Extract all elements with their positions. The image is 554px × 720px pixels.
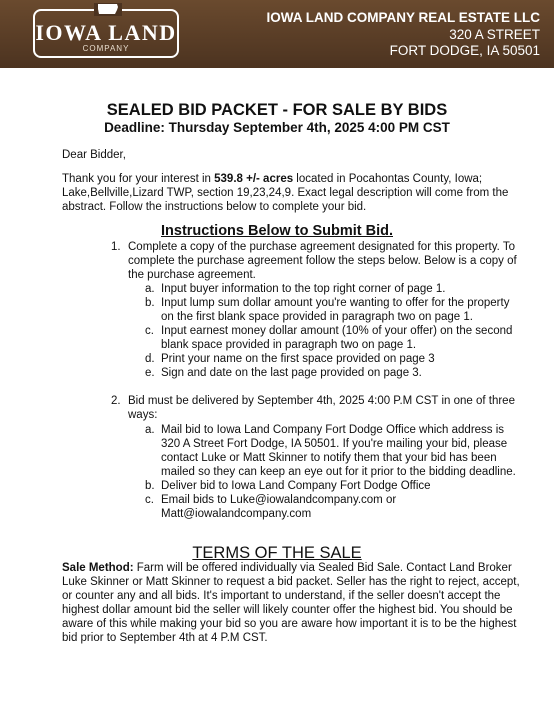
sub-item-text: Input buyer information to the top right corner of page 1. [161, 283, 446, 295]
document-title: SEALED BID PACKET - FOR SALE BY BIDS [106, 101, 448, 119]
item-1-line: complete the purchase agreement follow the steps below. Below is a copy of [128, 255, 517, 267]
intro-post: located in Pocahontas County, Iowa; [293, 173, 483, 185]
sub-item-text: blank space provided in paragraph two on page 1. [161, 339, 417, 351]
instructions-heading: Instructions Below to Submit Bid. [161, 223, 393, 239]
terms-line: or counter any and all bids. It's important to understand, if the seller doesn't accept the [62, 590, 501, 602]
terms-line: bid prior to September 4th at 4 P.M CST. [62, 632, 268, 644]
company-city: FORT DODGE, IA 50501 [389, 43, 540, 58]
sale-method-label: Sale Method: [62, 562, 134, 574]
item-1-line: the purchase agreement. [128, 269, 256, 281]
sub-item-letter: a. [145, 424, 155, 436]
sub-item-letter: b. [145, 297, 155, 309]
intro-line-2: Lake,Bellville,Lizard TWP, section 19,23,24,9. Exact legal description will come from the [62, 187, 509, 199]
terms-heading: TERMS OF THE SALE [192, 544, 362, 562]
sub-item-letter: c. [145, 325, 154, 337]
intro-line-1 [62, 172, 482, 187]
sub-item-letter: a. [145, 283, 155, 295]
logo-subtext: COMPANY [82, 44, 130, 53]
sub-item-text: Deliver bid to Iowa Land Company Fort Dodge Office [161, 480, 431, 492]
item-2-number: 2. [111, 395, 121, 407]
deadline: Deadline: Thursday September 4th, 2025 4:00 PM CST [104, 120, 450, 135]
acreage: 539.8 +/- acres [214, 173, 294, 185]
terms-line: highest dollar amount bid the seller will likely counter offer the highest bid. You should be [62, 604, 513, 616]
item-1-number: 1. [111, 241, 121, 253]
terms-line: Luke Skinner or Matt Skinner to request a bid packet. Seller has the right to reject, accept, [62, 576, 520, 588]
sub-item-text: Input earnest money dollar amount (10% of your offer) on the second [161, 325, 513, 337]
sub-item-letter: d. [145, 353, 155, 365]
greeting: Dear Bidder, [62, 149, 126, 161]
terms-line: aware of this while making your bid so you are aware how important it is to be the highest [62, 618, 517, 630]
sub-item-text: Input lump sum dollar amount you're wanting to offer for the property [161, 297, 510, 309]
sub-item-text: 320 A Street Fort Dodge, IA 50501. If you're mailing your bid, please [161, 438, 508, 450]
sub-item-text: on the first blank space provided in paragraph two on page 1. [161, 311, 473, 323]
page-header [0, 0, 554, 68]
sub-item-text: Print your name on the first space provided on page 3 [161, 353, 435, 365]
email-matt-link[interactable]: Matt@iowalandcompany.com [161, 508, 312, 520]
sub-item-text: Mail bid to Iowa Land Company Fort Dodge Office which address is [161, 424, 505, 436]
sub-item-text: Sign and date on the last page provided on page 3. [161, 367, 422, 379]
company-street: 320 A STREET [449, 27, 540, 42]
sub-item-text: mailed so they can keep an eye out for it prior to the bidding deadline. [161, 466, 516, 478]
company-name: IOWA LAND COMPANY REAL ESTATE LLC [266, 10, 540, 25]
terms-line-1-text: Farm will be offered individually via Sealed Bid Sale. Contact Land Broker [133, 562, 512, 574]
item-2-line: Bid must be delivered by September 4th, 2025 4:00 P.M CST in one of three [128, 395, 515, 407]
sub-item-letter: c. [145, 494, 154, 506]
item-1-line: Complete a copy of the purchase agreement designated for this property. To [128, 241, 515, 253]
sub-item-letter: e. [145, 367, 155, 379]
sub-item-letter: b. [145, 480, 155, 492]
logo-text: IOWA LAND [35, 20, 177, 45]
intro-pre: Thank you for your interest in [62, 173, 215, 185]
intro-line-3: abstract. Follow the instructions below to complete your bid. [62, 201, 367, 213]
item-2-line: ways: [128, 409, 158, 421]
email-luke-link[interactable]: Email bids to Luke@iowalandcompany.com or [161, 494, 397, 506]
sub-item-text: contact Luke or Matt Skinner to notify them that your bid has been [161, 452, 497, 464]
terms-line-1 [62, 561, 512, 576]
